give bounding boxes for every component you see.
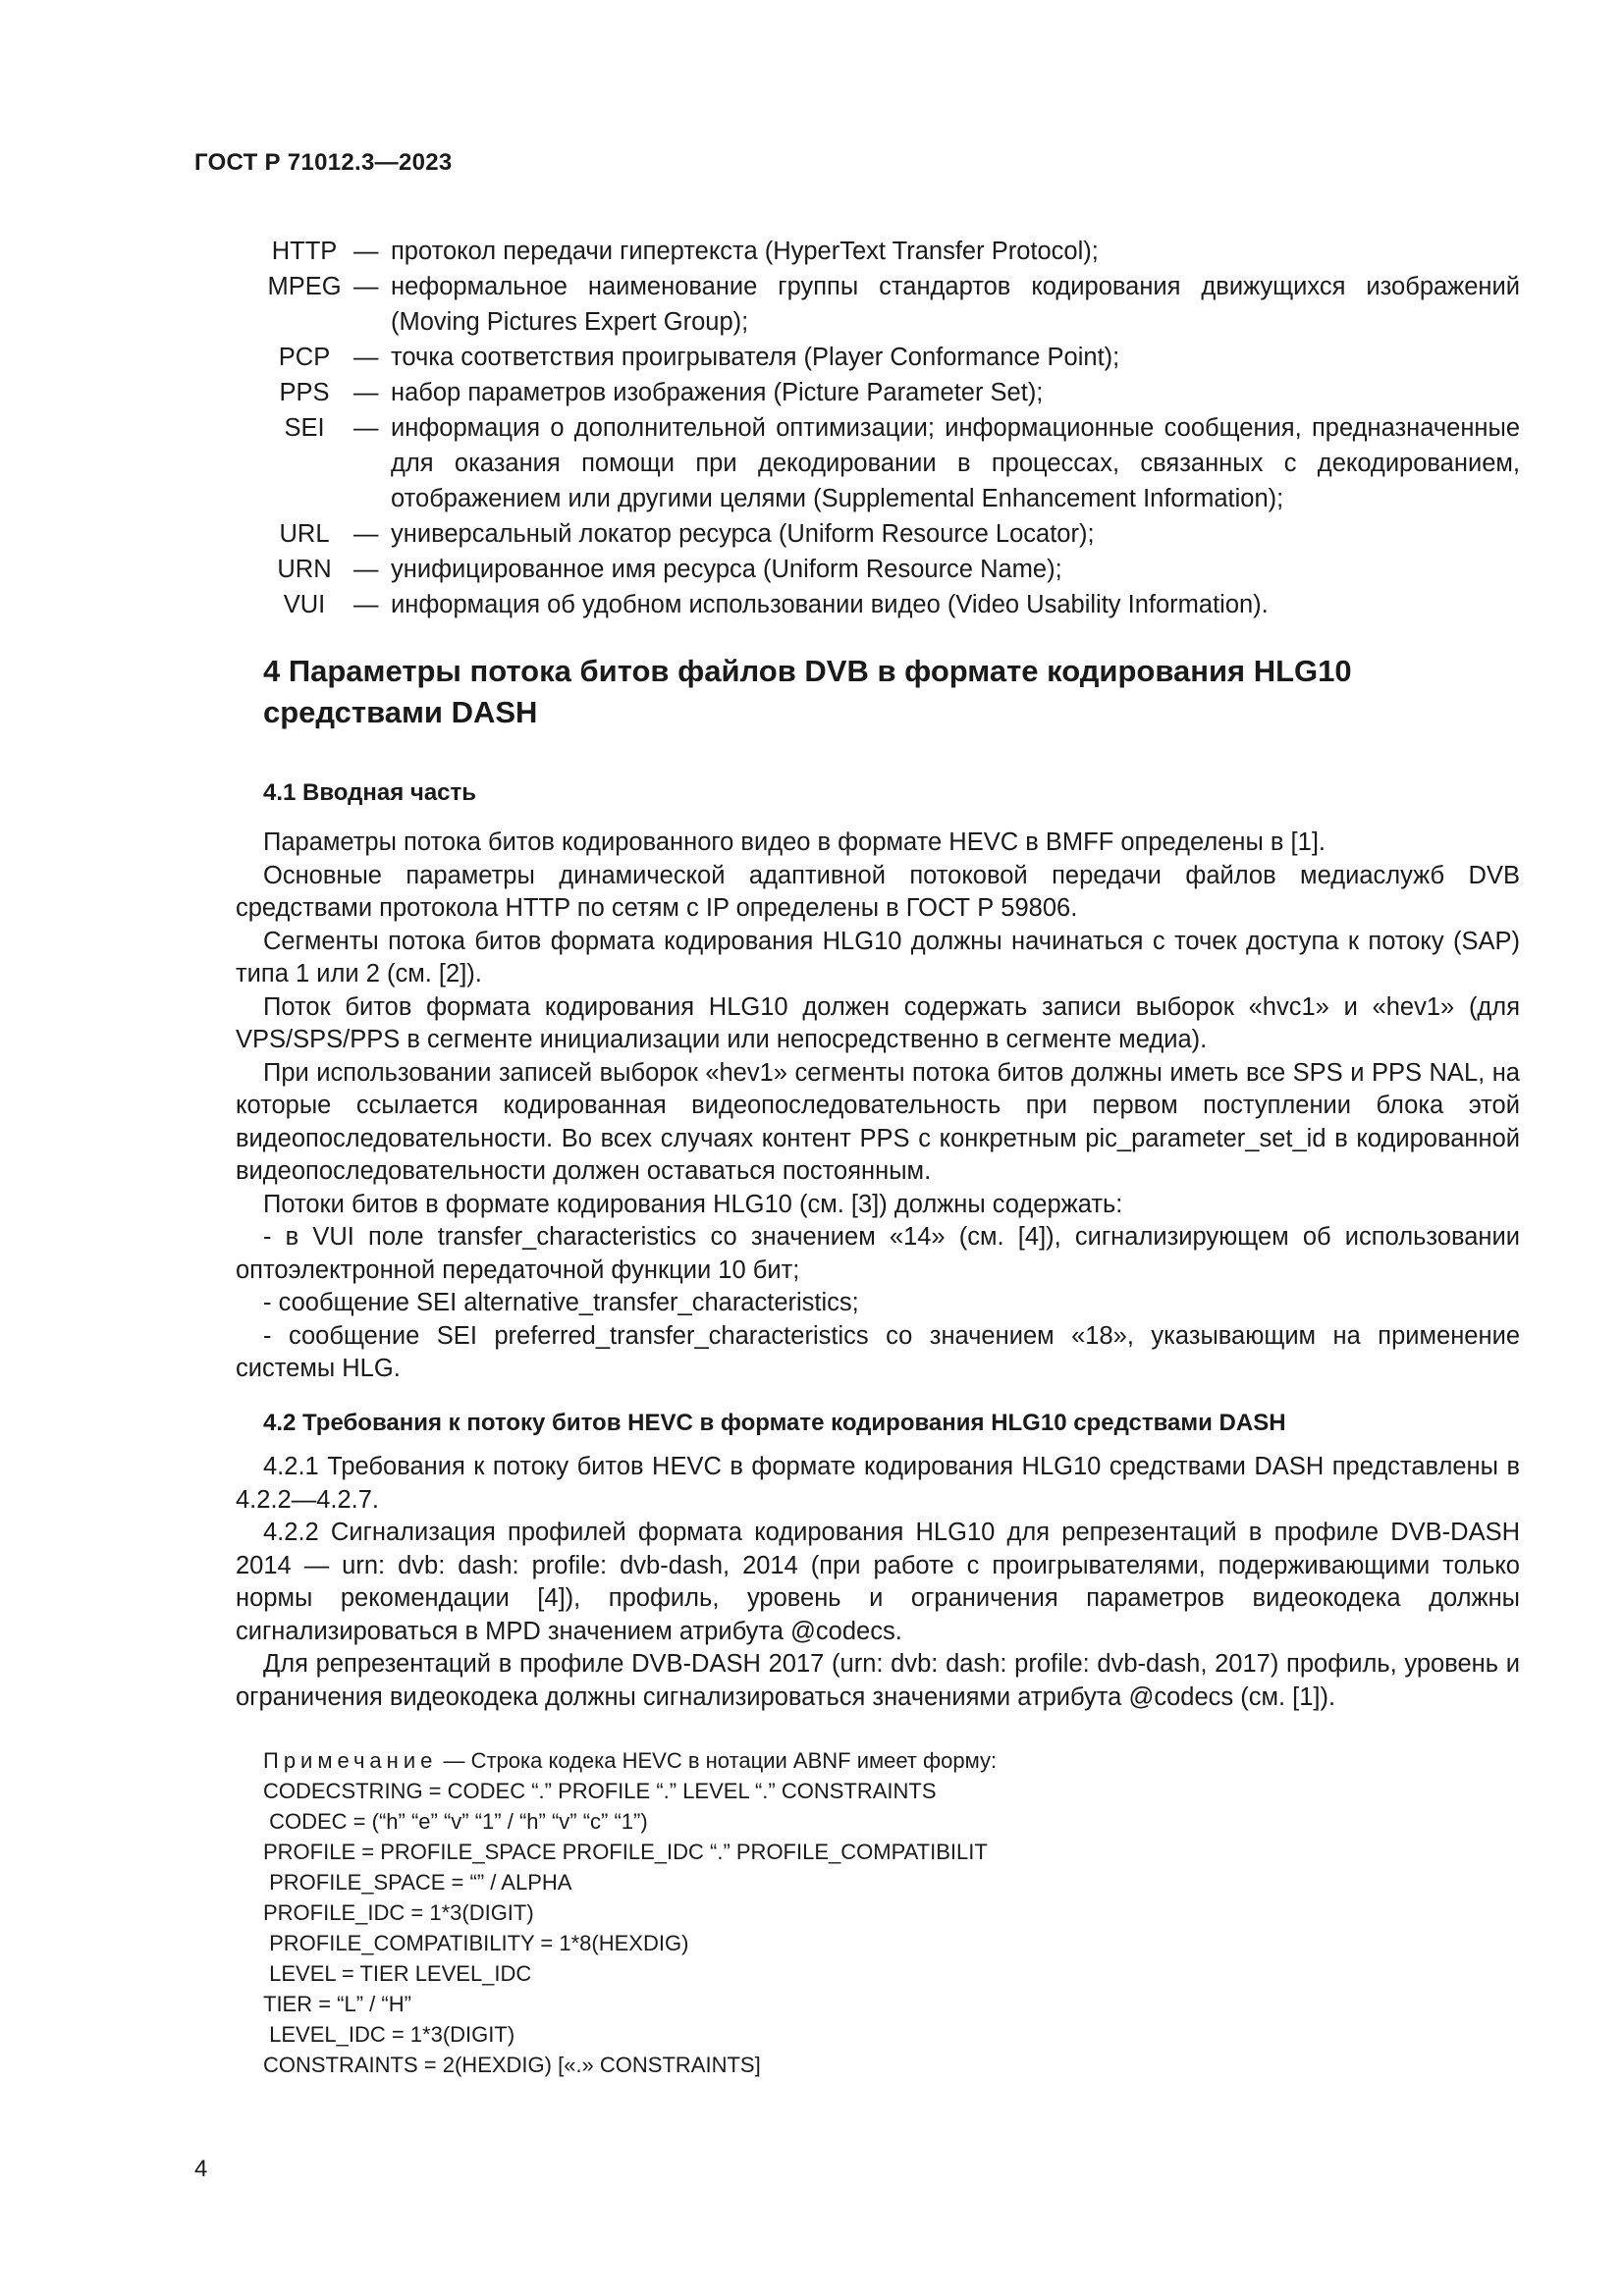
- abbreviation-item: [255, 375, 1522, 410]
- abbreviation-term: MPEG: [267, 273, 342, 300]
- abbreviation-item: [255, 587, 1522, 622]
- abbreviation-item: [255, 552, 1522, 587]
- abbreviation-definition: неформальное наименование группы стандартов кодирования движущихся изображений (Moving Pictures Expert Group);: [391, 273, 1520, 336]
- abnf-line: LEVEL_IDC = 1*3(DIGIT): [263, 2022, 515, 2047]
- abnf-line: CODECSTRING = CODEC “.” PROFILE “.” LEVEL “.” CONSTRAINTS: [263, 1779, 937, 1803]
- paragraph: Поток битов формата кодирования HLG10 должен содержать записи выборок «hvc1» и «hev1» (для VPS/SPS/PPS в сегменте инициализации или непосредственно в сегменте медиа).: [236, 992, 1520, 1053]
- abbreviation-term: SEI: [284, 414, 325, 442]
- abbreviation-dash: —: [353, 238, 379, 265]
- note-label: Примечание: [263, 1748, 438, 1773]
- abbreviation-dash: —: [353, 520, 379, 548]
- section-4-2-body: [236, 1451, 1520, 1714]
- abnf-line: TIER = “L” / “H”: [263, 1992, 411, 2016]
- paragraph: При использовании записей выборок «hev1» сегменты потока битов должны иметь все SPS и PPS NAL, на которые ссылается кодированная видеопоследовательность при первом поступлении блока этой видеопоследовательности. Во всех случаях контент PPS с конкретным pic_parameter_set_id в кодированной видеопоследовательности должен оставаться постоянным.: [236, 1058, 1520, 1185]
- abnf-line: CONSTRAINTS = 2(HEXDIG) [«.» CONSTRAINTS]: [263, 2053, 761, 2077]
- abbreviation-term: HTTP: [271, 238, 338, 265]
- section-4-1-heading: 4.1 Вводная часть: [263, 779, 477, 806]
- paragraph: Для репрезентаций в профиле DVB-DASH 2017 (urn: dvb: dash: profile: dvb-dash, 2017) профиль, уровень и ограничения видеокодека должны сигнализироваться значениями атрибута @codecs (см. [1]).: [236, 1650, 1520, 1711]
- abbreviation-dash: —: [353, 273, 379, 300]
- abbreviations-list: [255, 234, 1522, 622]
- abbreviation-definition: унифицированное имя ресурса (Uniform Resource Name);: [391, 556, 1062, 583]
- abbreviation-dash: —: [353, 344, 379, 371]
- abbreviation-term: VUI: [283, 591, 326, 618]
- paragraph: Потоки битов в формате кодирования HLG10 (см. [3]) должны содержать:: [263, 1190, 1123, 1218]
- page-header-standard: ГОСТ Р 71012.3—2023: [194, 149, 453, 176]
- list-item: - сообщение SEI preferred_transfer_characteristics со значением «18», указывающим на применение системы HLG.: [236, 1321, 1520, 1382]
- list-item: - сообщение SEI alternative_transfer_characteristics;: [263, 1289, 859, 1316]
- abbreviation-term: PCP: [278, 344, 331, 371]
- abnf-line: LEVEL = TIER LEVEL_IDC: [263, 1961, 532, 1986]
- abbreviation-dash: —: [353, 379, 379, 406]
- list-item: - в VUI поле transfer_characteristics со значением «14» (см. [4]), сигнализирующем об использовании оптоэлектронной передаточной функции 10 бит;: [236, 1223, 1520, 1284]
- abnf-line: CODEC = (“h” “e” “v” “1” / “h” “v” “c” “1”): [263, 1809, 648, 1834]
- note-block: [263, 1745, 1441, 2080]
- abbreviation-dash: —: [353, 414, 379, 442]
- note-intro: — Строка кодека HEVC в нотации ABNF имеет форму:: [437, 1748, 998, 1773]
- section-4-heading: 4 Параметры потока битов файлов DVB в формате кодирования HLG10 средствами DASH: [263, 654, 1352, 729]
- paragraph: 4.2.2 Сигнализация профилей формата кодирования HLG10 для репрезентаций в профиле DVB-DASH 2014 — urn: dvb: dash: profile: dvb-dash, 2014 (при работе с проигрывателями, подерживающими только нормы рекомендации [4]), профиль, уровень и ограничения параметров видеокодека должны сигнализироваться в MPD значением атрибута @codecs.: [236, 1519, 1520, 1645]
- section-4-2-heading: 4.2 Требования к потоку битов HEVC в формате кодирования HLG10 средствами DASH: [263, 1410, 1286, 1436]
- note-intro-line: [263, 1745, 1441, 1776]
- abnf-line: PROFILE_COMPATIBILITY = 1*8(HEXDIG): [263, 1931, 689, 1955]
- section-4-1-body: [236, 827, 1520, 1386]
- abbreviation-item: [255, 340, 1522, 375]
- abbreviation-term: URL: [279, 520, 330, 548]
- paragraph: 4.2.1 Требования к потоку битов HEVC в формате кодирования HLG10 средствами DASH представлены в 4.2.2—4.2.7.: [236, 1453, 1520, 1514]
- abbreviation-definition: набор параметров изображения (Picture Parameter Set);: [391, 379, 1044, 406]
- abnf-line: PROFILE_IDC = 1*3(DIGIT): [263, 1900, 534, 1925]
- abbreviation-dash: —: [353, 556, 379, 583]
- abbreviation-definition: протокол передачи гипертекста (HyperText Transfer Protocol);: [391, 238, 1099, 265]
- abbreviation-definition: универсальный локатор ресурса (Uniform Resource Locator);: [391, 520, 1095, 548]
- abbreviation-definition: информация об удобном использовании видео (Video Usability Information).: [391, 591, 1269, 618]
- abnf-line: PROFILE = PROFILE_SPACE PROFILE_IDC “.” PROFILE_COMPATIBILIT: [263, 1840, 988, 1864]
- abbreviation-item: [255, 516, 1522, 552]
- abbreviation-definition: точка соответствия проигрывателя (Player Conformance Point);: [391, 344, 1120, 371]
- abbreviation-term: PPS: [279, 379, 330, 406]
- abnf-line: PROFILE_SPACE = “” / ALPHA: [263, 1870, 572, 1895]
- paragraph: Сегменты потока битов формата кодирования HLG10 должны начинаться с точек доступа к потоку (SAP) типа 1 или 2 (см. [2]).: [236, 927, 1520, 988]
- paragraph: Параметры потока битов кодированного видео в формате HEVC в BMFF определены в [1].: [263, 828, 1326, 856]
- abbreviation-definition: информация о дополнительной оптимизации; информационные сообщения, предназначенные для оказания помощи при декодировании в процессах, связанных с декодированием, отображением или другими целями (Supplemental Enhancement Information);: [391, 414, 1520, 512]
- page-number: 4: [194, 2156, 208, 2182]
- abbreviation-item: [255, 269, 1522, 340]
- abbreviation-item: [255, 410, 1522, 516]
- paragraph: Основные параметры динамической адаптивной потоковой передачи файлов медиаслужб DVB средствами протокола HTTP по сетям с IP определены в ГОСТ Р 59806.: [236, 861, 1520, 922]
- abbreviation-term: URN: [277, 556, 332, 583]
- abbreviation-dash: —: [353, 591, 379, 618]
- abbreviation-item: [255, 234, 1522, 269]
